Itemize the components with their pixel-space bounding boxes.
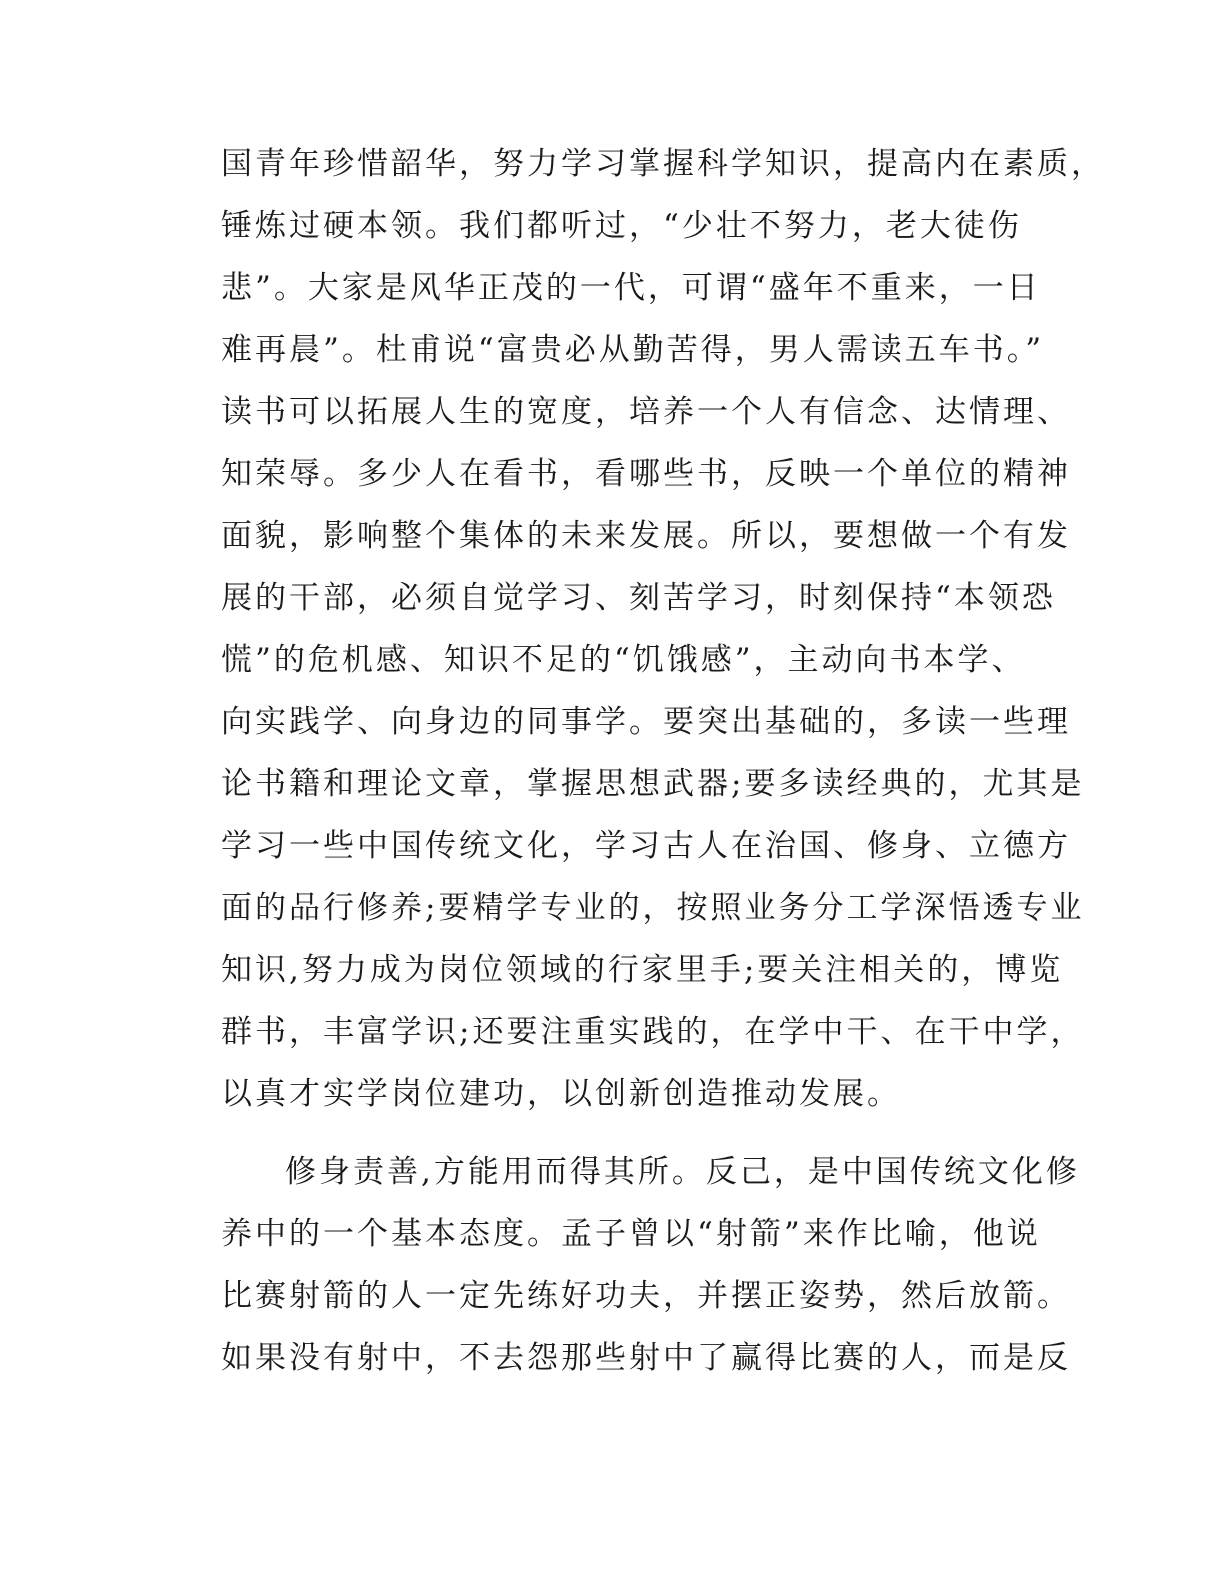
text-line: 读书可以拓展人生的宽度，培养一个人有信念、达情理、 [221, 394, 1071, 430]
text-line: 面的品行修养;要精学专业的，按照业务分工学深悟透专业 [221, 890, 1085, 926]
text-line: 论书籍和理论文章，掌握思想武器;要多读经典的，尤其是 [221, 766, 1085, 802]
paragraph-1 [221, 142, 1105, 1134]
text-line: 如果没有射中，不去怨那些射中了赢得比赛的人，而是反 [221, 1340, 1071, 1376]
text-line: 比赛射箭的人一定先练好功夫，并摆正姿势，然后放箭。 [221, 1278, 1071, 1314]
text-line-indented: 修身责善,方能用而得其所。反己，是中国传统文化修 [285, 1154, 1080, 1190]
text-line: 群书，丰富学识;还要注重实践的，在学中干、在干中学， [221, 1014, 1085, 1050]
text-line: 慌”的危机感、知识不足的“饥饿感”，主动向书本学、 [221, 642, 1026, 678]
text-line: 展的干部，必须自觉学习、刻苦学习，时刻保持“本领恐 [221, 580, 1056, 616]
text-line: 锤炼过硬本领。我们都听过，“少壮不努力，老大徒伤 [221, 208, 1022, 244]
text-line: 难再晨”。杜甫说“富贵必从勤苦得，男人需读五车书。” [221, 332, 1045, 368]
text-line: 悲”。大家是风华正茂的一代，可谓“盛年不重来，一日 [221, 270, 1041, 306]
text-line: 学习一些中国传统文化，学习古人在治国、修身、立德方 [221, 828, 1071, 864]
paragraph-2 [221, 1150, 1080, 1398]
text-line: 养中的一个基本态度。孟子曾以“射箭”来作比喻，他说 [221, 1216, 1041, 1252]
text-line: 向实践学、向身边的同事学。要突出基础的，多读一些理 [221, 704, 1071, 740]
text-line: 国青年珍惜韶华，努力学习掌握科学知识，提高内在素质， [221, 146, 1105, 182]
text-line: 知识,努力成为岗位领域的行家里手;要关注相关的，博览 [221, 952, 1064, 988]
text-line: 以真才实学岗位建功，以创新创造推动发展。 [221, 1076, 901, 1112]
text-line: 知荣辱。多少人在看书，看哪些书，反映一个单位的精神 [221, 456, 1071, 492]
text-line: 面貌，影响整个集体的未来发展。所以，要想做一个有发 [221, 518, 1071, 554]
